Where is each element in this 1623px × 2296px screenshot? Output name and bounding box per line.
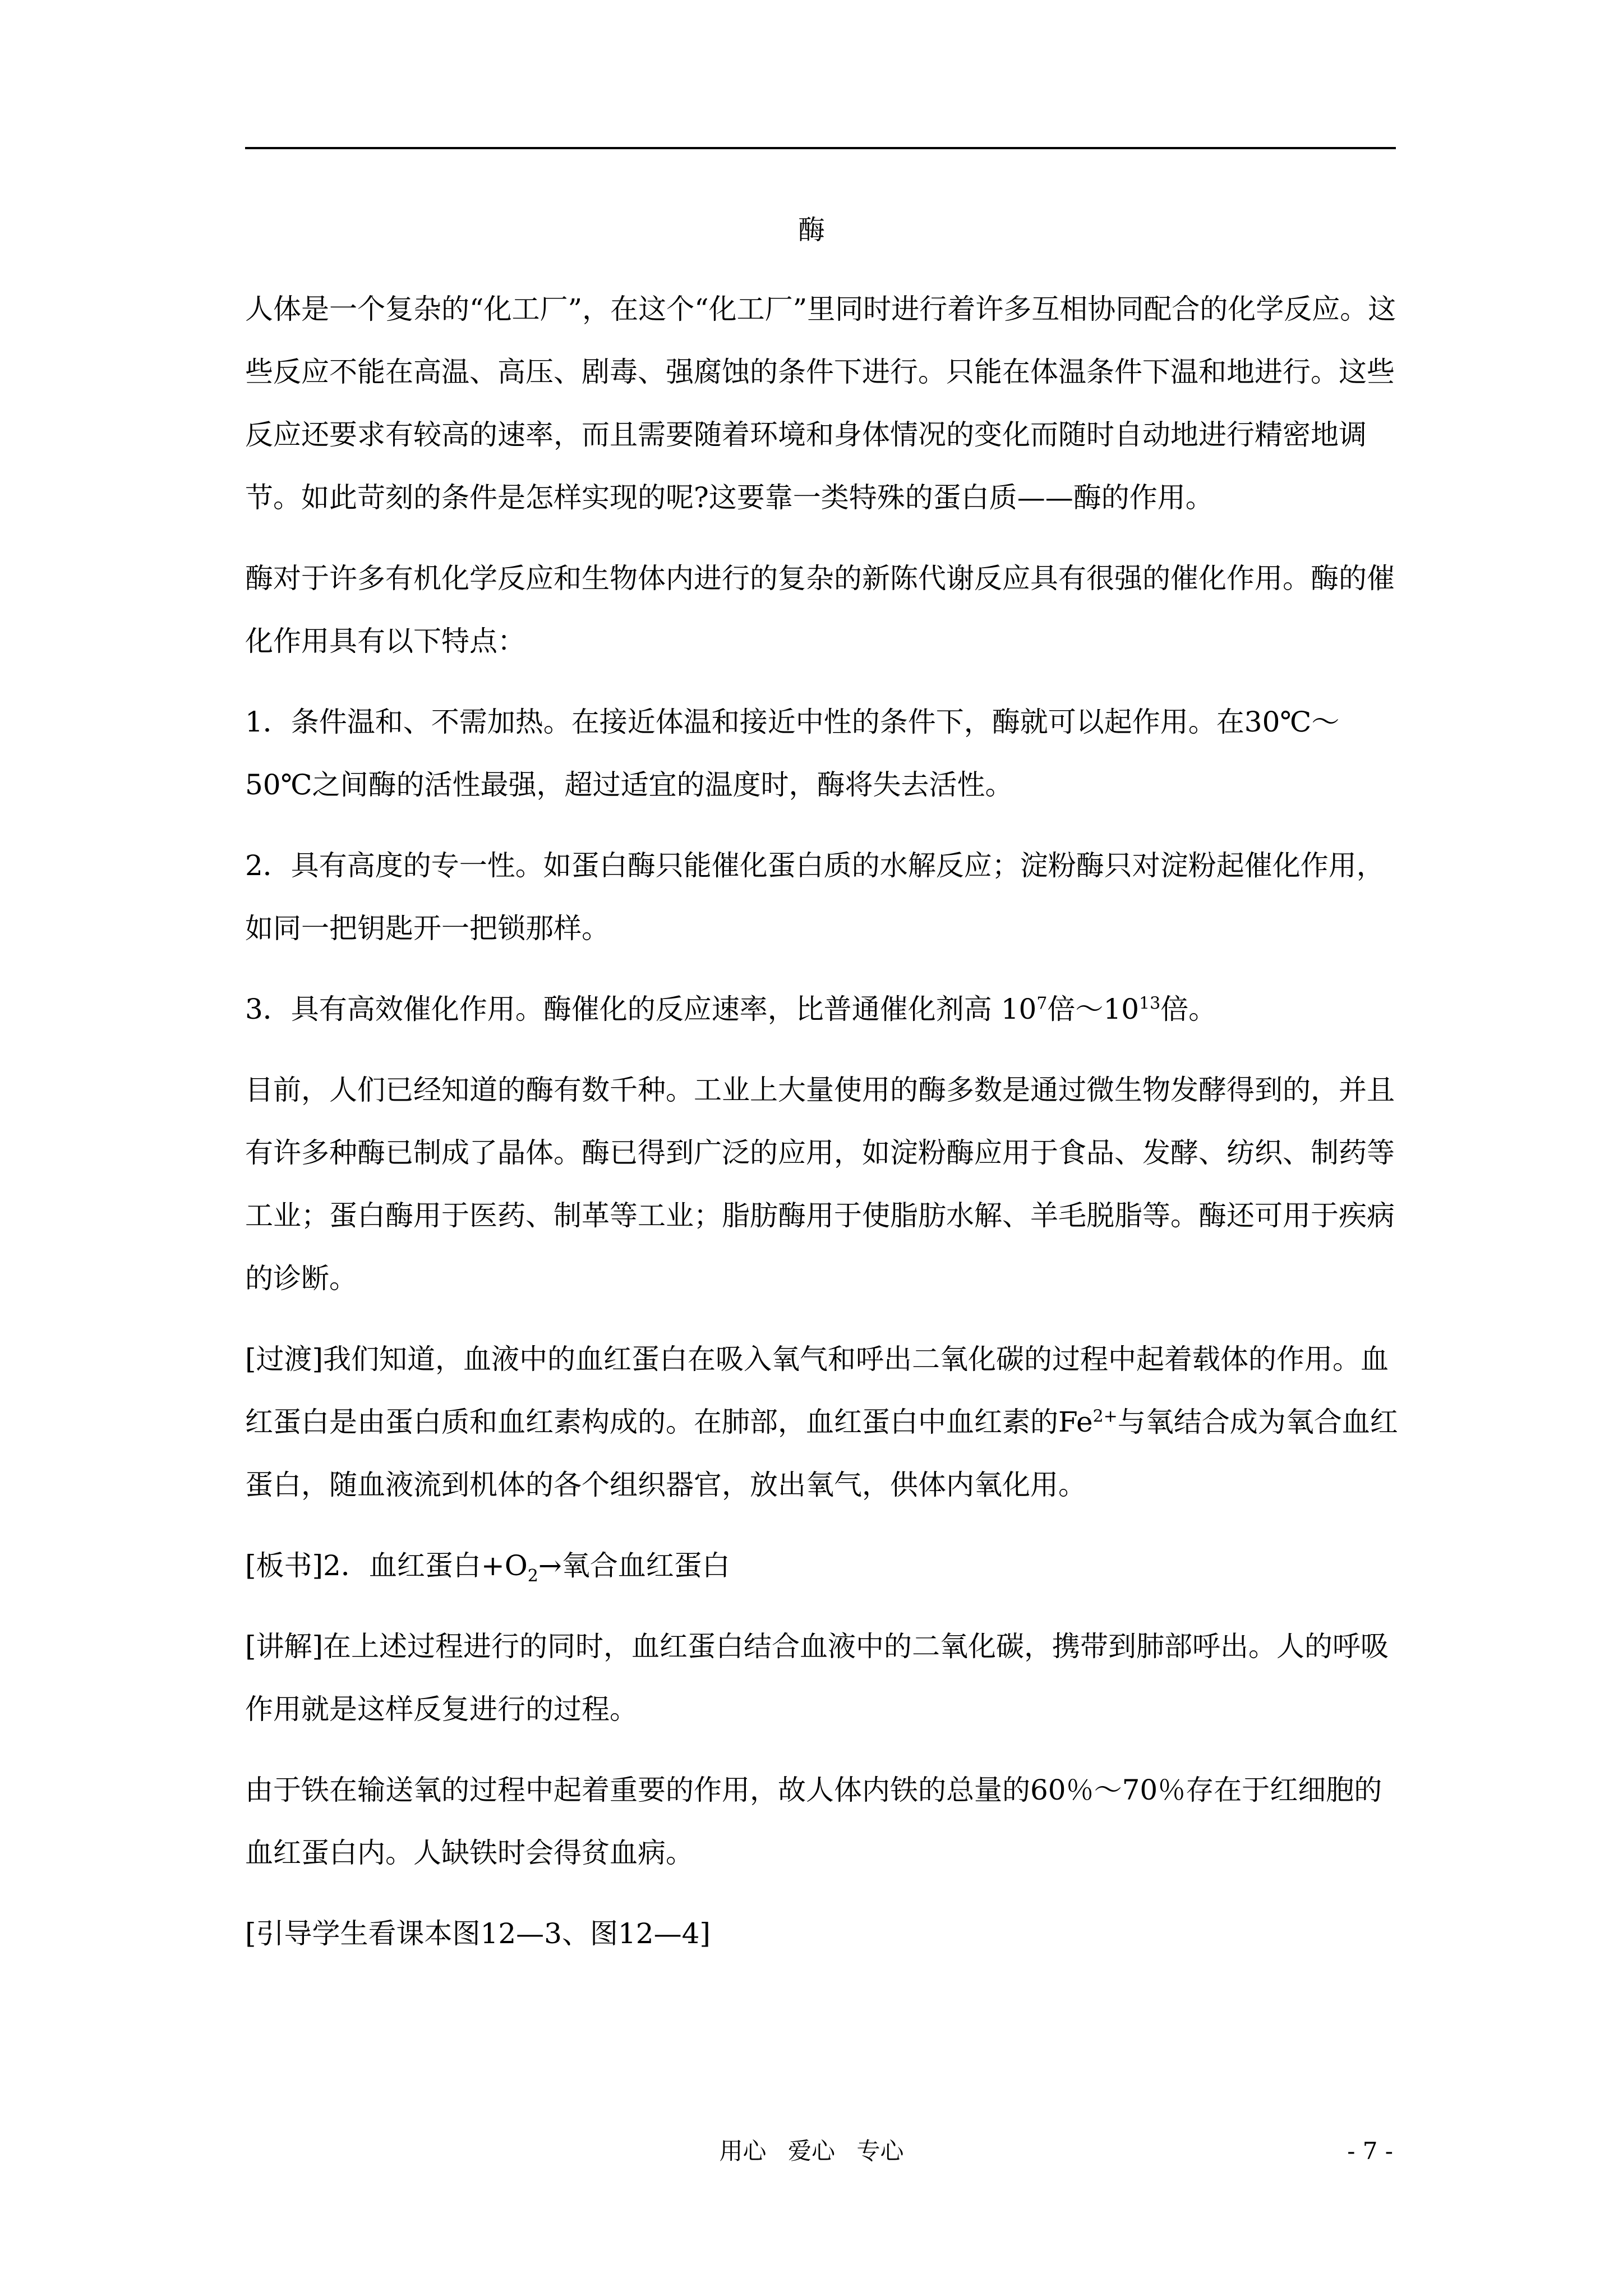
paragraph-intro: 人体是一个复杂的“化工厂”，在这个“化工厂”里同时进行着许多互相协同配合的化学反应。这些反应不能在高温、高压、剧毒、强腐蚀的条件下进行。只能在体温条件下温和地进行。这些反应还要求有较高的速率，而且需要随着环境和身体情况的变化而随时自动地进行精密地调节。如此苛刻的条件是怎样实现的呢?这要靠一类特殊的蛋白质——酶的作用。 xyxy=(245,293,1396,514)
paragraph-feature-3 xyxy=(245,978,1400,1041)
text-run: 与氧结合成为氧合血红蛋白，随血液流到机体的各个组织器官，放出氧气，供体内氧化用。 xyxy=(245,1406,1398,1501)
paragraph-guide: [引导学生看课本图12—3、图12—4] xyxy=(245,1917,711,1950)
paragraph-applications: 目前，人们已经知道的酶有数千种。工业上大量使用的酶多数是通过微生物发酵得到的，并且有许多种酶已制成了晶体。酶已得到广泛的应用，如淀粉酶应用于食品、发酵、纺织、制药等工业；蛋白酶用于医药、制革等工业；脂肪酶用于使脂肪水解、羊毛脱脂等。酶还可用于疾病的诊断。 xyxy=(245,1074,1395,1295)
paragraph-catalysis: 酶对于许多有机化学反应和生物体内进行的复杂的新陈代谢反应具有很强的催化作用。酶的催化作用具有以下特点： xyxy=(245,562,1395,657)
page-number: - 7 - xyxy=(1347,2137,1393,2165)
text-run: 倍。 xyxy=(1160,993,1217,1025)
text-run: 倍～10 xyxy=(1047,993,1140,1025)
superscript: 13 xyxy=(1139,993,1161,1014)
paragraph-feature-1: 1．条件温和、不需加热。在接近体温和接近中性的条件下，酶就可以起作用。在30℃～50℃之间酶的活性最强，超过适宜的温度时，酶将失去活性。 xyxy=(245,706,1340,801)
text-run: [过渡]我们知道，血液中的血红蛋白在吸入氧气和呼出二氧化碳的过程中起着载体的作用。血红蛋白是由蛋白质和血红素构成的。在肺部，血红蛋白中血红素的Fe xyxy=(245,1343,1389,1438)
superscript: 7 xyxy=(1036,993,1048,1014)
paragraph-blackboard xyxy=(245,1534,1400,1597)
text-run: [板书]2．血红蛋白+O xyxy=(245,1549,528,1582)
text-run: →氧合血红蛋白 xyxy=(538,1549,730,1582)
text-run: 3．具有高效催化作用。酶催化的反应速率，比普通催化剂高 10 xyxy=(245,993,1037,1025)
body-text xyxy=(245,278,1400,1983)
paragraph-feature-2: 2．具有高度的专一性。如蛋白酶只能催化蛋白质的水解反应；淀粉酶只对淀粉起催化作用，如同一把钥匙开一把锁那样。 xyxy=(245,849,1385,945)
paragraph-explanation: [讲解]在上述过程进行的同时，血红蛋白结合血液中的二氧化碳，携带到肺部呼出。人的呼吸作用就是这样反复进行的过程。 xyxy=(245,1630,1389,1726)
footer-motto: 用心 爱心 专心 xyxy=(719,2137,904,2165)
paragraph-iron: 由于铁在输送氧的过程中起着重要的作用，故人体内铁的总量的60％～70％存在于红细胞的血红蛋白内。人缺铁时会得贫血病。 xyxy=(245,1774,1382,1869)
superscript: 2+ xyxy=(1092,1406,1118,1427)
page-title: 酶 xyxy=(797,214,825,246)
subscript: 2 xyxy=(527,1566,538,1586)
header-rule xyxy=(245,147,1396,149)
paragraph-transition xyxy=(245,1328,1400,1516)
